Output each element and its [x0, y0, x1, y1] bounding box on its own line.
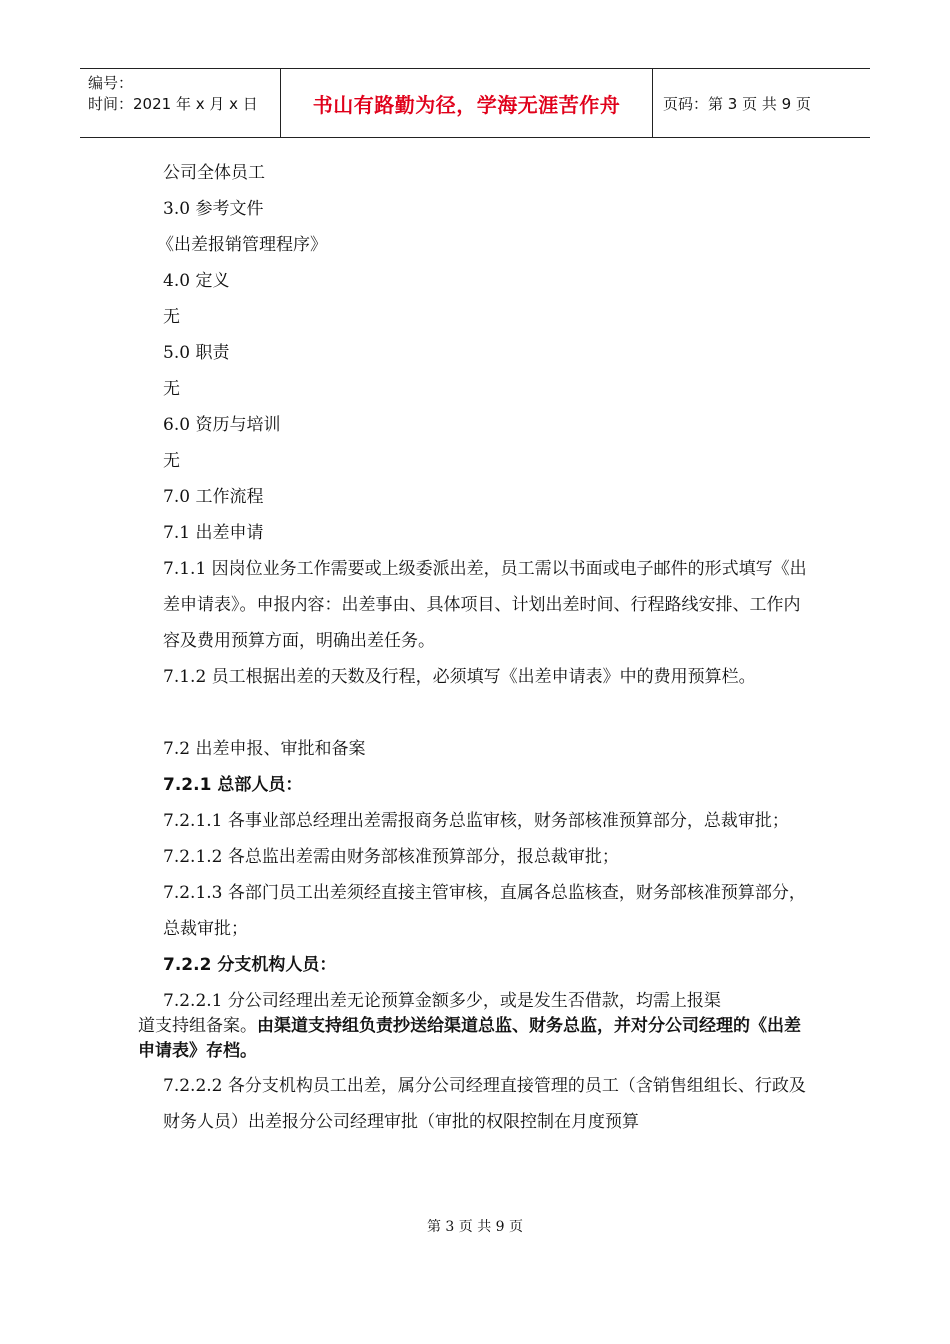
bold-heading: 7.2.1 总部人员： — [163, 775, 303, 795]
paragraph: 7.1.2 员工根据出差的天数及行程，必须填写《出差申请表》中的费用预算栏。 — [163, 667, 756, 687]
paragraph: 7.2.1.3 各部门员工出差须经直接主管审核，直属各总监核查，财务部核准预算部分，总裁审批； — [163, 883, 806, 939]
number-label: 编号： — [88, 74, 134, 92]
time-label: 时间：2021 年 x 月 x 日 — [88, 95, 258, 113]
spacer — [163, 695, 808, 731]
document-header — [80, 68, 870, 138]
scope-text: 公司全体员工 — [163, 163, 265, 183]
section-heading: 5.0 职责 — [163, 343, 230, 363]
bold-run: 由渠道支持组负责抄送给渠道总监、财务总监，并对分公司经理的《出差申请表》 — [138, 1016, 801, 1061]
paragraph: 7.1.1 因岗位业务工作需要或上级委派出差，员工需以书面或电子邮件的形式填写《出差申请表》。申报内容：出差事由、具体项目、计划出差时间、行程路线安排、工作内容及费用预算方面，明确出差任务。 — [163, 559, 807, 651]
paragraph-line — [138, 1014, 808, 1064]
section-heading: 4.0 定义 — [163, 271, 230, 291]
header-motto-cell — [281, 69, 653, 137]
dense-paragraph — [138, 989, 808, 1064]
paragraph: 7.2.1.2 各总监出差需由财务部核准预算部分，报总裁审批； — [163, 847, 619, 867]
reference-doc: 《出差报销管理程序》 — [157, 235, 327, 255]
section-text: 无 — [163, 379, 180, 399]
section-text: 无 — [163, 451, 180, 471]
bold-heading: 7.2.2 分支机构人员： — [163, 955, 337, 975]
section-heading: 3.0 参考文件 — [163, 199, 264, 219]
paragraph: 7.2.2.2 各分支机构员工出差，属分公司经理直接管理的员工（含销售组组长、行政及财务人员）出差报分公司经理审批（审批的权限控制在月度预算 — [163, 1076, 806, 1132]
header-meta — [80, 69, 281, 137]
subsection-heading: 7.2 出差申报、审批和备案 — [163, 739, 366, 759]
section-heading: 6.0 资历与培训 — [163, 415, 281, 435]
document-body — [138, 155, 808, 1140]
subsection-heading: 7.1 出差申请 — [163, 523, 264, 543]
bold-run: 存档。 — [206, 1041, 257, 1061]
header-page-info — [653, 69, 870, 137]
section-heading: 7.0 工作流程 — [163, 487, 264, 507]
motto-text: 书山有路勤为径，学海无涯苦作舟 — [312, 92, 621, 117]
paragraph-line: 7.2.2.1 分公司经理出差无论预算金额多少，或是发生否借款，均需上报渠 — [163, 991, 721, 1011]
page-info-text: 页码：第 3 页 共 9 页 — [663, 94, 811, 113]
plain-run: 道支持组备案。 — [138, 1016, 257, 1036]
paragraph: 7.2.1.1 各事业部总经理出差需报商务总监审核，财务部核准预算部分，总裁审批； — [163, 811, 789, 831]
page-footer: 第 3 页 共 9 页 — [426, 1219, 524, 1235]
section-text: 无 — [163, 307, 180, 327]
